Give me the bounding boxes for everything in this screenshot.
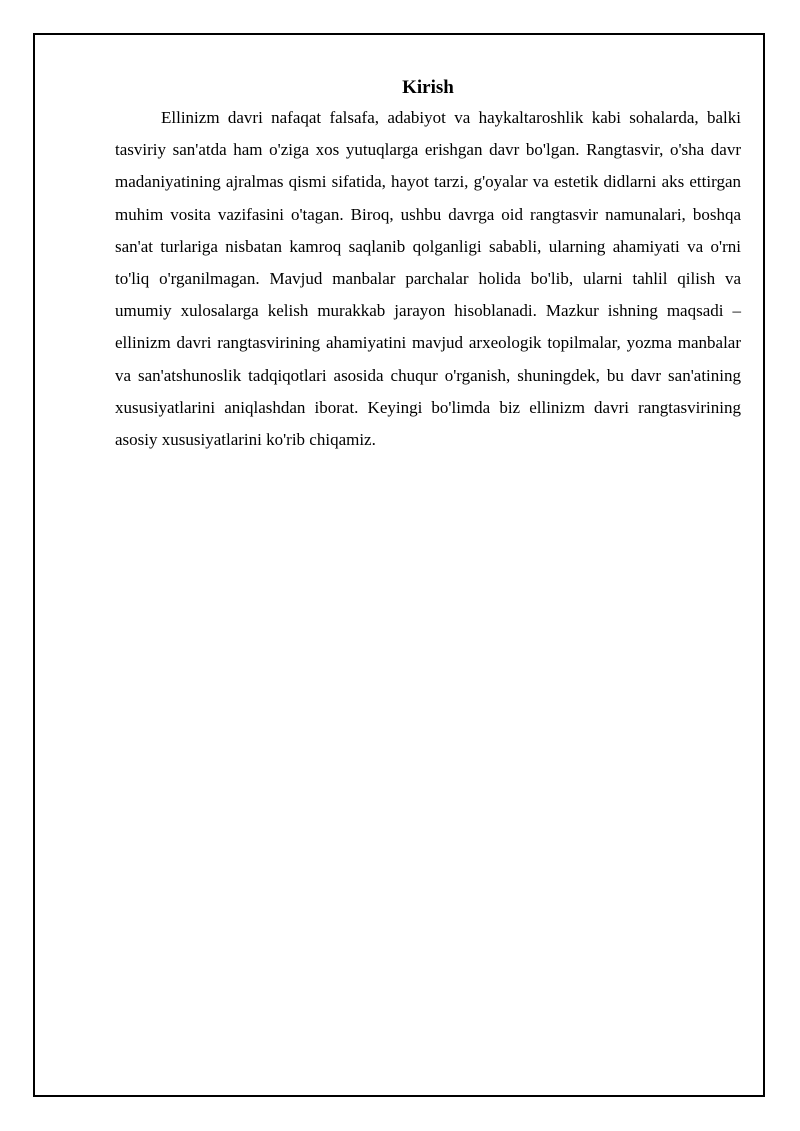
page-content [115, 74, 741, 456]
section-title: Kirish [402, 77, 454, 98]
body-paragraph: Ellinizm davri nafaqat falsafa, adabiyot va haykaltaroshlik kabi sohalarda, balki tasviriy san'atda ham o'ziga xos yutuqlarga erishgan davr bo'lgan. Rangtasvir, o'sha davr madaniyatining ajralmas qismi sifatida, hayot tarzi, g'oyalar va estetik didlarni aks ettirgan muhim vosita vazifasini o'tagan. Biroq, ushbu davrga oid rangtasvir namunalari, boshqa san'at turlariga nisbatan kamroq saqlanib qolganligi sababli, ularning ahamiyati va o'rni to'liq o'rganilmagan. Mavjud manbalar parchalar holida bo'lib, ularni tahlil qilish va umumiy xulosalarga kelish murakkab jarayon hisoblanadi. Mazkur ishning maqsadi – ellinizm davri rangtasvirining ahamiyatini mavjud arxeologik topilmalar, yozma manbalar va san'atshunoslik tadqiqotlari asosida chuqur o'rganish, shuningdek, bu davr san'atining xususiyatlarini aniqlashdan iborat. Keyingi bo'limda biz ellinizm davri rangtasvirining asosiy xususiyatlarini ko'rib chiqamiz. [115, 108, 741, 450]
